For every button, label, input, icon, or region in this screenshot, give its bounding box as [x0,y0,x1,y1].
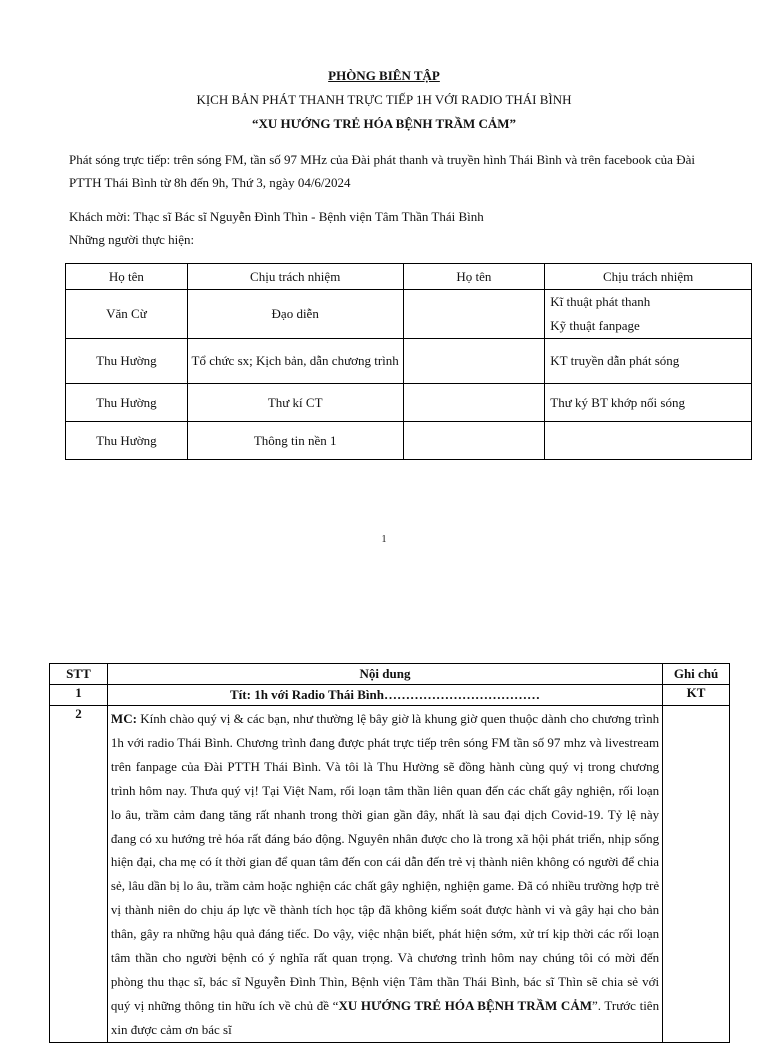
table-row [50,706,730,1043]
table-cell: KT truyền dẫn phát sóng [545,339,752,384]
script-text: ”. Trước tiên xin được cảm ơn bác sĩ [110,997,660,1037]
staff-table-header [66,264,752,290]
row-number: 1 [50,685,108,706]
broadcast-info: Phát sóng trực tiếp: trên sóng FM, tần số 97 MHz của Đài phát thanh và truyền hình Thái Bình và trên facebook của Đài PTTH Thái Bình từ 8h đến 9h, Thứ 3, ngày 04/6/2024 [69,152,695,190]
staff-label: Những người thực hiện: [69,232,195,247]
table-cell: Thông tin nền 1 [187,422,403,460]
row-number: 2 [50,706,108,1043]
table-cell: Thu Hường [66,422,188,460]
column-header: Chịu trách nhiệm [187,264,403,290]
row-note: KT [663,685,730,706]
column-header: Chịu trách nhiệm [545,264,752,290]
table-cell: Thu Hường [66,339,188,384]
table-cell [403,339,545,384]
table-row [66,339,752,384]
column-header: Họ tên [403,264,545,290]
table-cell: Thư kí CT [187,384,403,422]
guest-info: Khách mời: Thạc sĩ Bác sĩ Nguyễn Đình Thìn - Bệnh viện Tâm Thần Thái Bình [69,209,484,224]
staff-table [65,263,752,460]
column-header: Họ tên [66,264,188,290]
row-note [663,706,730,1043]
table-cell: Thu Hường [66,384,188,422]
table-cell [545,422,752,460]
script-text: Kính chào quý vị & các bạn, như thường lệ bây giờ là khung giờ quen thuộc dành cho chương trình 1h với radio Thái Bình. Chương trình đang được phát trực tiếp trên sóng FM tần số 97 mhz và livestream trên fanpage của Đài PTTH Thái Bình. Và tôi là Thu Hường sẽ đồng hành cùng quý vị trong chương trình hôm nay. Thưa quý vị! Tại Việt Nam, rối loạn tâm thần liên quan đến các chất gây nghiện, rối loạn lo âu, trầm cảm đang tăng rất nhanh trong thời gian gần đây, nhất là sau đại dịch Covid-19. Tỷ lệ này đang có xu hướng trẻ hóa rất đáng báo động. Nguyên nhân được cho là trong xã hội phát triển, nhịp sống hiện đại, cha mẹ có ít thời gian để quan tâm đến con cái dẫn đến trẻ vị thành niên không có người để chia sẻ, lâu dần bị lo âu, trầm cảm hoặc nghiện các chất gây nghiện, nghiện game. Đã có nhiều trường hợp trẻ vị thành niên do chịu áp lực về thành tích học tập đã không kiểm soát được hành vi và gây hại cho bản thân, gây ra những hậu quả đáng tiếc. Do vậy, việc nhận biết, phát hiện sớm, xử trí kịp thời các rối loạn tâm thần cho người bệnh có ý nghĩa rất quan trọng. Và chương trình hôm nay chúng tôi có mời đến phòng thu thạc sĩ, bác sĩ Nguyễn Đình Thìn, Bệnh viện Tâm thần Thái Bình, bác sĩ Thìn sẽ chia sẻ với quý vị những thông tin hữu ích về chủ đề “ [110,711,660,1013]
table-cell: Đạo diễn [187,290,403,339]
program-topic: “XU HƯỚNG TRẺ HÓA BỆNH TRẦM CẢM” [251,116,517,131]
segment-content: Tít: 1h với Radio Thái Bình……………………………… [107,685,662,706]
table-cell: Kĩ thuật phát thanh Kỹ thuật fanpage [545,290,752,339]
column-header: Ghi chú [663,664,730,685]
topic-emphasis: XU HƯỚNG TRẺ HÓA BỆNH TRẦM CẢM [338,997,592,1013]
script-title: KỊCH BẢN PHÁT THANH TRỰC TIẾP 1H VỚI RADIO THÁI BÌNH [196,92,572,107]
table-row [66,384,752,422]
script-table-header [50,664,730,685]
table-row [50,685,730,706]
script-table [49,663,730,1043]
speaker-label: MC: [110,711,137,726]
department-heading: PHÒNG BIÊN TẬP [328,68,440,83]
table-cell: Văn Cừ [66,290,188,339]
table-cell [403,290,545,339]
table-cell [403,422,545,460]
column-header: STT [50,664,108,685]
table-cell [403,384,545,422]
table-cell: Tổ chức sx; Kịch bản, dẫn chương trình [187,339,403,384]
table-cell: Thư ký BT khớp nối sóng [545,384,752,422]
page-number: 1 [381,534,387,545]
table-row [66,290,752,339]
column-header: Nội dung [107,664,662,685]
segment-content [107,706,662,1043]
table-row [66,422,752,460]
